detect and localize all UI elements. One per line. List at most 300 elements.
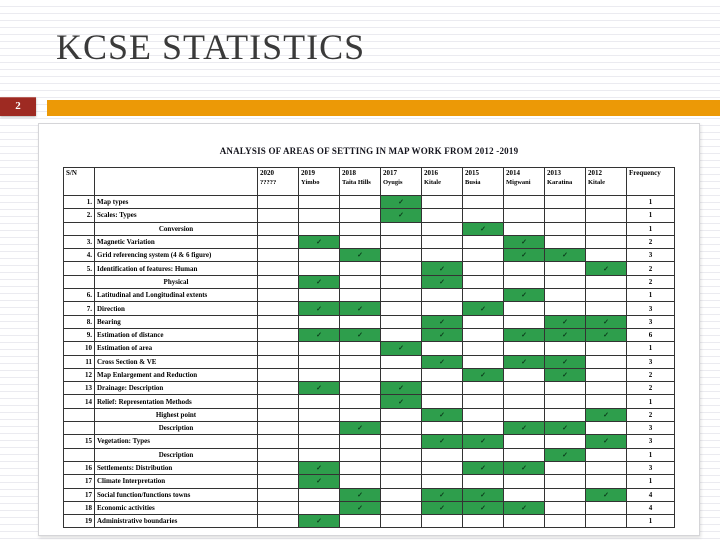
topic-cell: Vegetation: Types <box>95 435 258 448</box>
header-topic <box>95 168 258 196</box>
empty-cell <box>258 368 299 381</box>
check-cell: ✓ <box>299 461 340 474</box>
empty-cell <box>545 196 586 209</box>
frequency-cell: 1 <box>627 475 675 488</box>
empty-cell <box>504 196 545 209</box>
empty-cell <box>545 222 586 235</box>
frequency-cell: 2 <box>627 408 675 421</box>
frequency-cell: 6 <box>627 328 675 341</box>
empty-cell <box>258 488 299 501</box>
empty-cell <box>258 275 299 288</box>
empty-cell <box>299 422 340 435</box>
topic-cell: Magnetic Variation <box>95 235 258 248</box>
check-cell: ✓ <box>463 302 504 315</box>
check-cell: ✓ <box>463 368 504 381</box>
topic-cell: Drainage: Description <box>95 382 258 395</box>
empty-cell <box>340 196 381 209</box>
frequency-cell: 1 <box>627 342 675 355</box>
topic-cell: Identification of features: Human <box>95 262 258 275</box>
table-row <box>64 262 675 275</box>
check-cell: ✓ <box>545 315 586 328</box>
table-row <box>64 501 675 514</box>
empty-cell <box>422 382 463 395</box>
frequency-cell: 1 <box>627 196 675 209</box>
frequency-cell: 1 <box>627 515 675 528</box>
empty-cell <box>422 448 463 461</box>
check-cell: ✓ <box>381 382 422 395</box>
empty-cell <box>258 475 299 488</box>
empty-cell <box>381 488 422 501</box>
empty-cell <box>504 262 545 275</box>
empty-cell <box>299 315 340 328</box>
topic-cell: Settlements: Distribution <box>95 461 258 474</box>
empty-cell <box>545 275 586 288</box>
empty-cell <box>463 328 504 341</box>
check-cell: ✓ <box>586 328 627 341</box>
check-cell: ✓ <box>299 302 340 315</box>
empty-cell <box>258 249 299 262</box>
year-label: 2015 <box>465 169 479 177</box>
check-cell: ✓ <box>463 461 504 474</box>
empty-cell <box>545 408 586 421</box>
frequency-cell: 4 <box>627 488 675 501</box>
year-label: 2014 <box>506 169 520 177</box>
empty-cell <box>340 382 381 395</box>
empty-cell <box>545 435 586 448</box>
frequency-cell: 1 <box>627 209 675 222</box>
place-label: Yimbo <box>301 179 320 186</box>
empty-cell <box>422 249 463 262</box>
check-cell: ✓ <box>504 328 545 341</box>
table-row <box>64 342 675 355</box>
header-row <box>64 168 675 196</box>
empty-cell <box>340 408 381 421</box>
empty-cell <box>586 368 627 381</box>
empty-cell <box>381 262 422 275</box>
empty-cell <box>545 501 586 514</box>
sn-cell: 2. <box>64 209 95 222</box>
empty-cell <box>463 275 504 288</box>
frequency-cell: 3 <box>627 461 675 474</box>
empty-cell <box>381 222 422 235</box>
check-cell: ✓ <box>299 275 340 288</box>
sn-cell: 8. <box>64 315 95 328</box>
empty-cell <box>381 408 422 421</box>
empty-cell <box>586 222 627 235</box>
table-row <box>64 355 675 368</box>
topic-cell: Description <box>95 448 258 461</box>
empty-cell <box>258 262 299 275</box>
empty-cell <box>463 355 504 368</box>
header-year <box>586 168 627 196</box>
empty-cell <box>586 275 627 288</box>
check-cell: ✓ <box>299 475 340 488</box>
empty-cell <box>381 355 422 368</box>
empty-cell <box>258 302 299 315</box>
empty-cell <box>586 209 627 222</box>
empty-cell <box>340 355 381 368</box>
frequency-cell: 1 <box>627 448 675 461</box>
table-row <box>64 315 675 328</box>
place-label: Oyugis <box>383 179 403 186</box>
empty-cell <box>340 209 381 222</box>
sn-cell: 11 <box>64 355 95 368</box>
place-label: Migwani <box>506 179 531 186</box>
check-cell: ✓ <box>422 435 463 448</box>
empty-cell <box>463 382 504 395</box>
check-cell: ✓ <box>504 501 545 514</box>
empty-cell <box>586 342 627 355</box>
empty-cell <box>299 395 340 408</box>
empty-cell <box>299 342 340 355</box>
sn-cell: 12 <box>64 368 95 381</box>
empty-cell <box>463 342 504 355</box>
check-cell: ✓ <box>545 355 586 368</box>
year-label: 2013 <box>547 169 561 177</box>
empty-cell <box>586 461 627 474</box>
empty-cell <box>545 262 586 275</box>
empty-cell <box>422 222 463 235</box>
empty-cell <box>340 461 381 474</box>
sn-cell: 10 <box>64 342 95 355</box>
check-cell: ✓ <box>299 235 340 248</box>
empty-cell <box>340 275 381 288</box>
empty-cell <box>504 408 545 421</box>
check-cell: ✓ <box>299 382 340 395</box>
empty-cell <box>258 382 299 395</box>
empty-cell <box>422 515 463 528</box>
empty-cell <box>504 488 545 501</box>
topic-cell: Scales: Types <box>95 209 258 222</box>
check-cell: ✓ <box>422 488 463 501</box>
empty-cell <box>258 209 299 222</box>
topic-cell: Highest point <box>95 408 258 421</box>
empty-cell <box>422 235 463 248</box>
header-sn: S/N <box>64 168 95 196</box>
topic-cell: Economic activities <box>95 501 258 514</box>
topic-cell: Estimation of distance <box>95 328 258 341</box>
empty-cell <box>545 235 586 248</box>
frequency-cell: 2 <box>627 382 675 395</box>
topic-cell: Grid referencing system (4 & 6 figure) <box>95 249 258 262</box>
frequency-cell: 1 <box>627 395 675 408</box>
table-row <box>64 435 675 448</box>
empty-cell <box>463 395 504 408</box>
empty-cell <box>545 395 586 408</box>
empty-cell <box>258 196 299 209</box>
check-cell: ✓ <box>422 501 463 514</box>
frequency-cell: 2 <box>627 368 675 381</box>
empty-cell <box>586 196 627 209</box>
sn-cell: 6. <box>64 289 95 302</box>
topic-cell: Map types <box>95 196 258 209</box>
empty-cell <box>258 342 299 355</box>
check-cell: ✓ <box>545 448 586 461</box>
frequency-cell: 2 <box>627 275 675 288</box>
topic-cell: Physical <box>95 275 258 288</box>
empty-cell <box>258 235 299 248</box>
empty-cell <box>463 289 504 302</box>
empty-cell <box>422 422 463 435</box>
empty-cell <box>586 382 627 395</box>
empty-cell <box>504 222 545 235</box>
table-row <box>64 302 675 315</box>
topic-cell: Estimation of area <box>95 342 258 355</box>
table-row <box>64 408 675 421</box>
check-cell: ✓ <box>381 196 422 209</box>
empty-cell <box>381 328 422 341</box>
frequency-cell: 3 <box>627 355 675 368</box>
header-year <box>422 168 463 196</box>
empty-cell <box>545 302 586 315</box>
place-label: Busia <box>465 179 481 186</box>
empty-cell <box>504 382 545 395</box>
empty-cell <box>299 222 340 235</box>
page-number-badge: 2 <box>0 97 36 116</box>
header-year <box>463 168 504 196</box>
empty-cell <box>545 289 586 302</box>
check-cell: ✓ <box>299 328 340 341</box>
sn-cell <box>64 408 95 421</box>
table-row <box>64 249 675 262</box>
sn-cell <box>64 222 95 235</box>
sn-cell <box>64 448 95 461</box>
sn-cell: 3. <box>64 235 95 248</box>
empty-cell <box>504 395 545 408</box>
table-body <box>64 196 675 528</box>
check-cell: ✓ <box>340 422 381 435</box>
header-year <box>258 168 299 196</box>
frequency-cell: 3 <box>627 315 675 328</box>
sn-cell <box>64 422 95 435</box>
topic-cell: Bearing <box>95 315 258 328</box>
empty-cell <box>463 249 504 262</box>
empty-cell <box>340 515 381 528</box>
check-cell: ✓ <box>422 262 463 275</box>
empty-cell <box>340 342 381 355</box>
empty-cell <box>545 209 586 222</box>
empty-cell <box>340 235 381 248</box>
place-label: ????? <box>260 179 277 186</box>
empty-cell <box>381 501 422 514</box>
empty-cell <box>422 395 463 408</box>
empty-cell <box>381 475 422 488</box>
empty-cell <box>258 408 299 421</box>
sn-cell <box>64 275 95 288</box>
empty-cell <box>463 475 504 488</box>
frequency-cell: 3 <box>627 302 675 315</box>
sn-cell: 5. <box>64 262 95 275</box>
sn-cell: 13 <box>64 382 95 395</box>
empty-cell <box>299 488 340 501</box>
empty-cell <box>258 501 299 514</box>
empty-cell <box>381 422 422 435</box>
frequency-cell: 1 <box>627 222 675 235</box>
empty-cell <box>299 448 340 461</box>
empty-cell <box>381 435 422 448</box>
table-row <box>64 196 675 209</box>
table-title: ANALYSIS OF AREAS OF SETTING IN MAP WORK FROM 2012 -2019 <box>219 146 519 156</box>
topic-cell: Cross Section & VE <box>95 355 258 368</box>
header-year <box>545 168 586 196</box>
frequency-cell: 2 <box>627 262 675 275</box>
table-row <box>64 422 675 435</box>
empty-cell <box>463 448 504 461</box>
empty-cell <box>258 355 299 368</box>
empty-cell <box>463 262 504 275</box>
empty-cell <box>381 515 422 528</box>
empty-cell <box>422 342 463 355</box>
frequency-cell: 1 <box>627 289 675 302</box>
sn-cell: 4. <box>64 249 95 262</box>
slide-title: KCSE STATISTICS <box>56 27 366 67</box>
topic-cell: Direction <box>95 302 258 315</box>
header-year <box>299 168 340 196</box>
empty-cell <box>299 501 340 514</box>
empty-cell <box>299 209 340 222</box>
empty-cell <box>545 342 586 355</box>
accent-bar <box>47 100 720 116</box>
table-row <box>64 461 675 474</box>
empty-cell <box>340 475 381 488</box>
empty-cell <box>422 475 463 488</box>
empty-cell <box>586 302 627 315</box>
empty-cell <box>340 395 381 408</box>
check-cell: ✓ <box>586 488 627 501</box>
empty-cell <box>504 275 545 288</box>
empty-cell <box>586 515 627 528</box>
empty-cell <box>299 408 340 421</box>
check-cell: ✓ <box>340 488 381 501</box>
empty-cell <box>586 395 627 408</box>
empty-cell <box>299 289 340 302</box>
check-cell: ✓ <box>586 262 627 275</box>
check-cell: ✓ <box>381 342 422 355</box>
empty-cell <box>258 289 299 302</box>
check-cell: ✓ <box>463 435 504 448</box>
check-cell: ✓ <box>340 249 381 262</box>
empty-cell <box>463 209 504 222</box>
empty-cell <box>586 355 627 368</box>
year-label: 2017 <box>383 169 397 177</box>
empty-cell <box>258 222 299 235</box>
empty-cell <box>545 382 586 395</box>
topic-cell: Administrative boundaries <box>95 515 258 528</box>
table-row <box>64 515 675 528</box>
frequency-cell: 3 <box>627 249 675 262</box>
frequency-cell: 3 <box>627 435 675 448</box>
empty-cell <box>504 475 545 488</box>
empty-cell <box>504 515 545 528</box>
check-cell: ✓ <box>340 302 381 315</box>
empty-cell <box>299 355 340 368</box>
place-label: Karatina <box>547 179 573 186</box>
sn-cell: 19 <box>64 515 95 528</box>
table-row <box>64 488 675 501</box>
empty-cell <box>422 368 463 381</box>
empty-cell <box>422 196 463 209</box>
topic-cell: Relief: Representation Methods <box>95 395 258 408</box>
empty-cell <box>586 235 627 248</box>
table-row <box>64 275 675 288</box>
topic-cell: Map Enlargement and Reduction <box>95 368 258 381</box>
empty-cell <box>586 448 627 461</box>
check-cell: ✓ <box>340 328 381 341</box>
place-label: Kitale <box>588 179 605 186</box>
check-cell: ✓ <box>504 422 545 435</box>
table-row <box>64 448 675 461</box>
frequency-cell: 2 <box>627 235 675 248</box>
check-cell: ✓ <box>545 249 586 262</box>
place-label: Taita Hills <box>342 179 371 186</box>
table-row <box>64 475 675 488</box>
empty-cell <box>586 289 627 302</box>
place-label: Kitale <box>424 179 441 186</box>
empty-cell <box>381 461 422 474</box>
frequency-cell: 3 <box>627 422 675 435</box>
check-cell: ✓ <box>463 501 504 514</box>
empty-cell <box>340 289 381 302</box>
empty-cell <box>299 368 340 381</box>
check-cell: ✓ <box>422 408 463 421</box>
empty-cell <box>258 435 299 448</box>
empty-cell <box>258 395 299 408</box>
year-label: 2012 <box>588 169 602 177</box>
check-cell: ✓ <box>586 315 627 328</box>
sn-cell: 17 <box>64 475 95 488</box>
empty-cell <box>463 315 504 328</box>
empty-cell <box>299 249 340 262</box>
check-cell: ✓ <box>422 315 463 328</box>
empty-cell <box>463 515 504 528</box>
table-row <box>64 289 675 302</box>
empty-cell <box>504 302 545 315</box>
empty-cell <box>340 222 381 235</box>
empty-cell <box>463 196 504 209</box>
table-row <box>64 209 675 222</box>
year-label: 2016 <box>424 169 438 177</box>
empty-cell <box>586 422 627 435</box>
empty-cell <box>504 315 545 328</box>
empty-cell <box>586 249 627 262</box>
empty-cell <box>299 262 340 275</box>
table-row <box>64 328 675 341</box>
check-cell: ✓ <box>504 461 545 474</box>
table-row <box>64 222 675 235</box>
empty-cell <box>381 289 422 302</box>
year-label: 2018 <box>342 169 356 177</box>
check-cell: ✓ <box>504 289 545 302</box>
year-label: 2020 <box>260 169 274 177</box>
empty-cell <box>422 289 463 302</box>
topic-cell: Description <box>95 422 258 435</box>
frequency-cell: 4 <box>627 501 675 514</box>
table-header <box>64 168 675 196</box>
empty-cell <box>258 461 299 474</box>
topic-cell: Climate Interpretation <box>95 475 258 488</box>
header-year <box>340 168 381 196</box>
empty-cell <box>258 328 299 341</box>
empty-cell <box>340 435 381 448</box>
sn-cell: 1. <box>64 196 95 209</box>
empty-cell <box>340 315 381 328</box>
empty-cell <box>299 435 340 448</box>
check-cell: ✓ <box>545 422 586 435</box>
sn-cell: 7. <box>64 302 95 315</box>
empty-cell <box>586 501 627 514</box>
empty-cell <box>504 448 545 461</box>
empty-cell <box>340 368 381 381</box>
